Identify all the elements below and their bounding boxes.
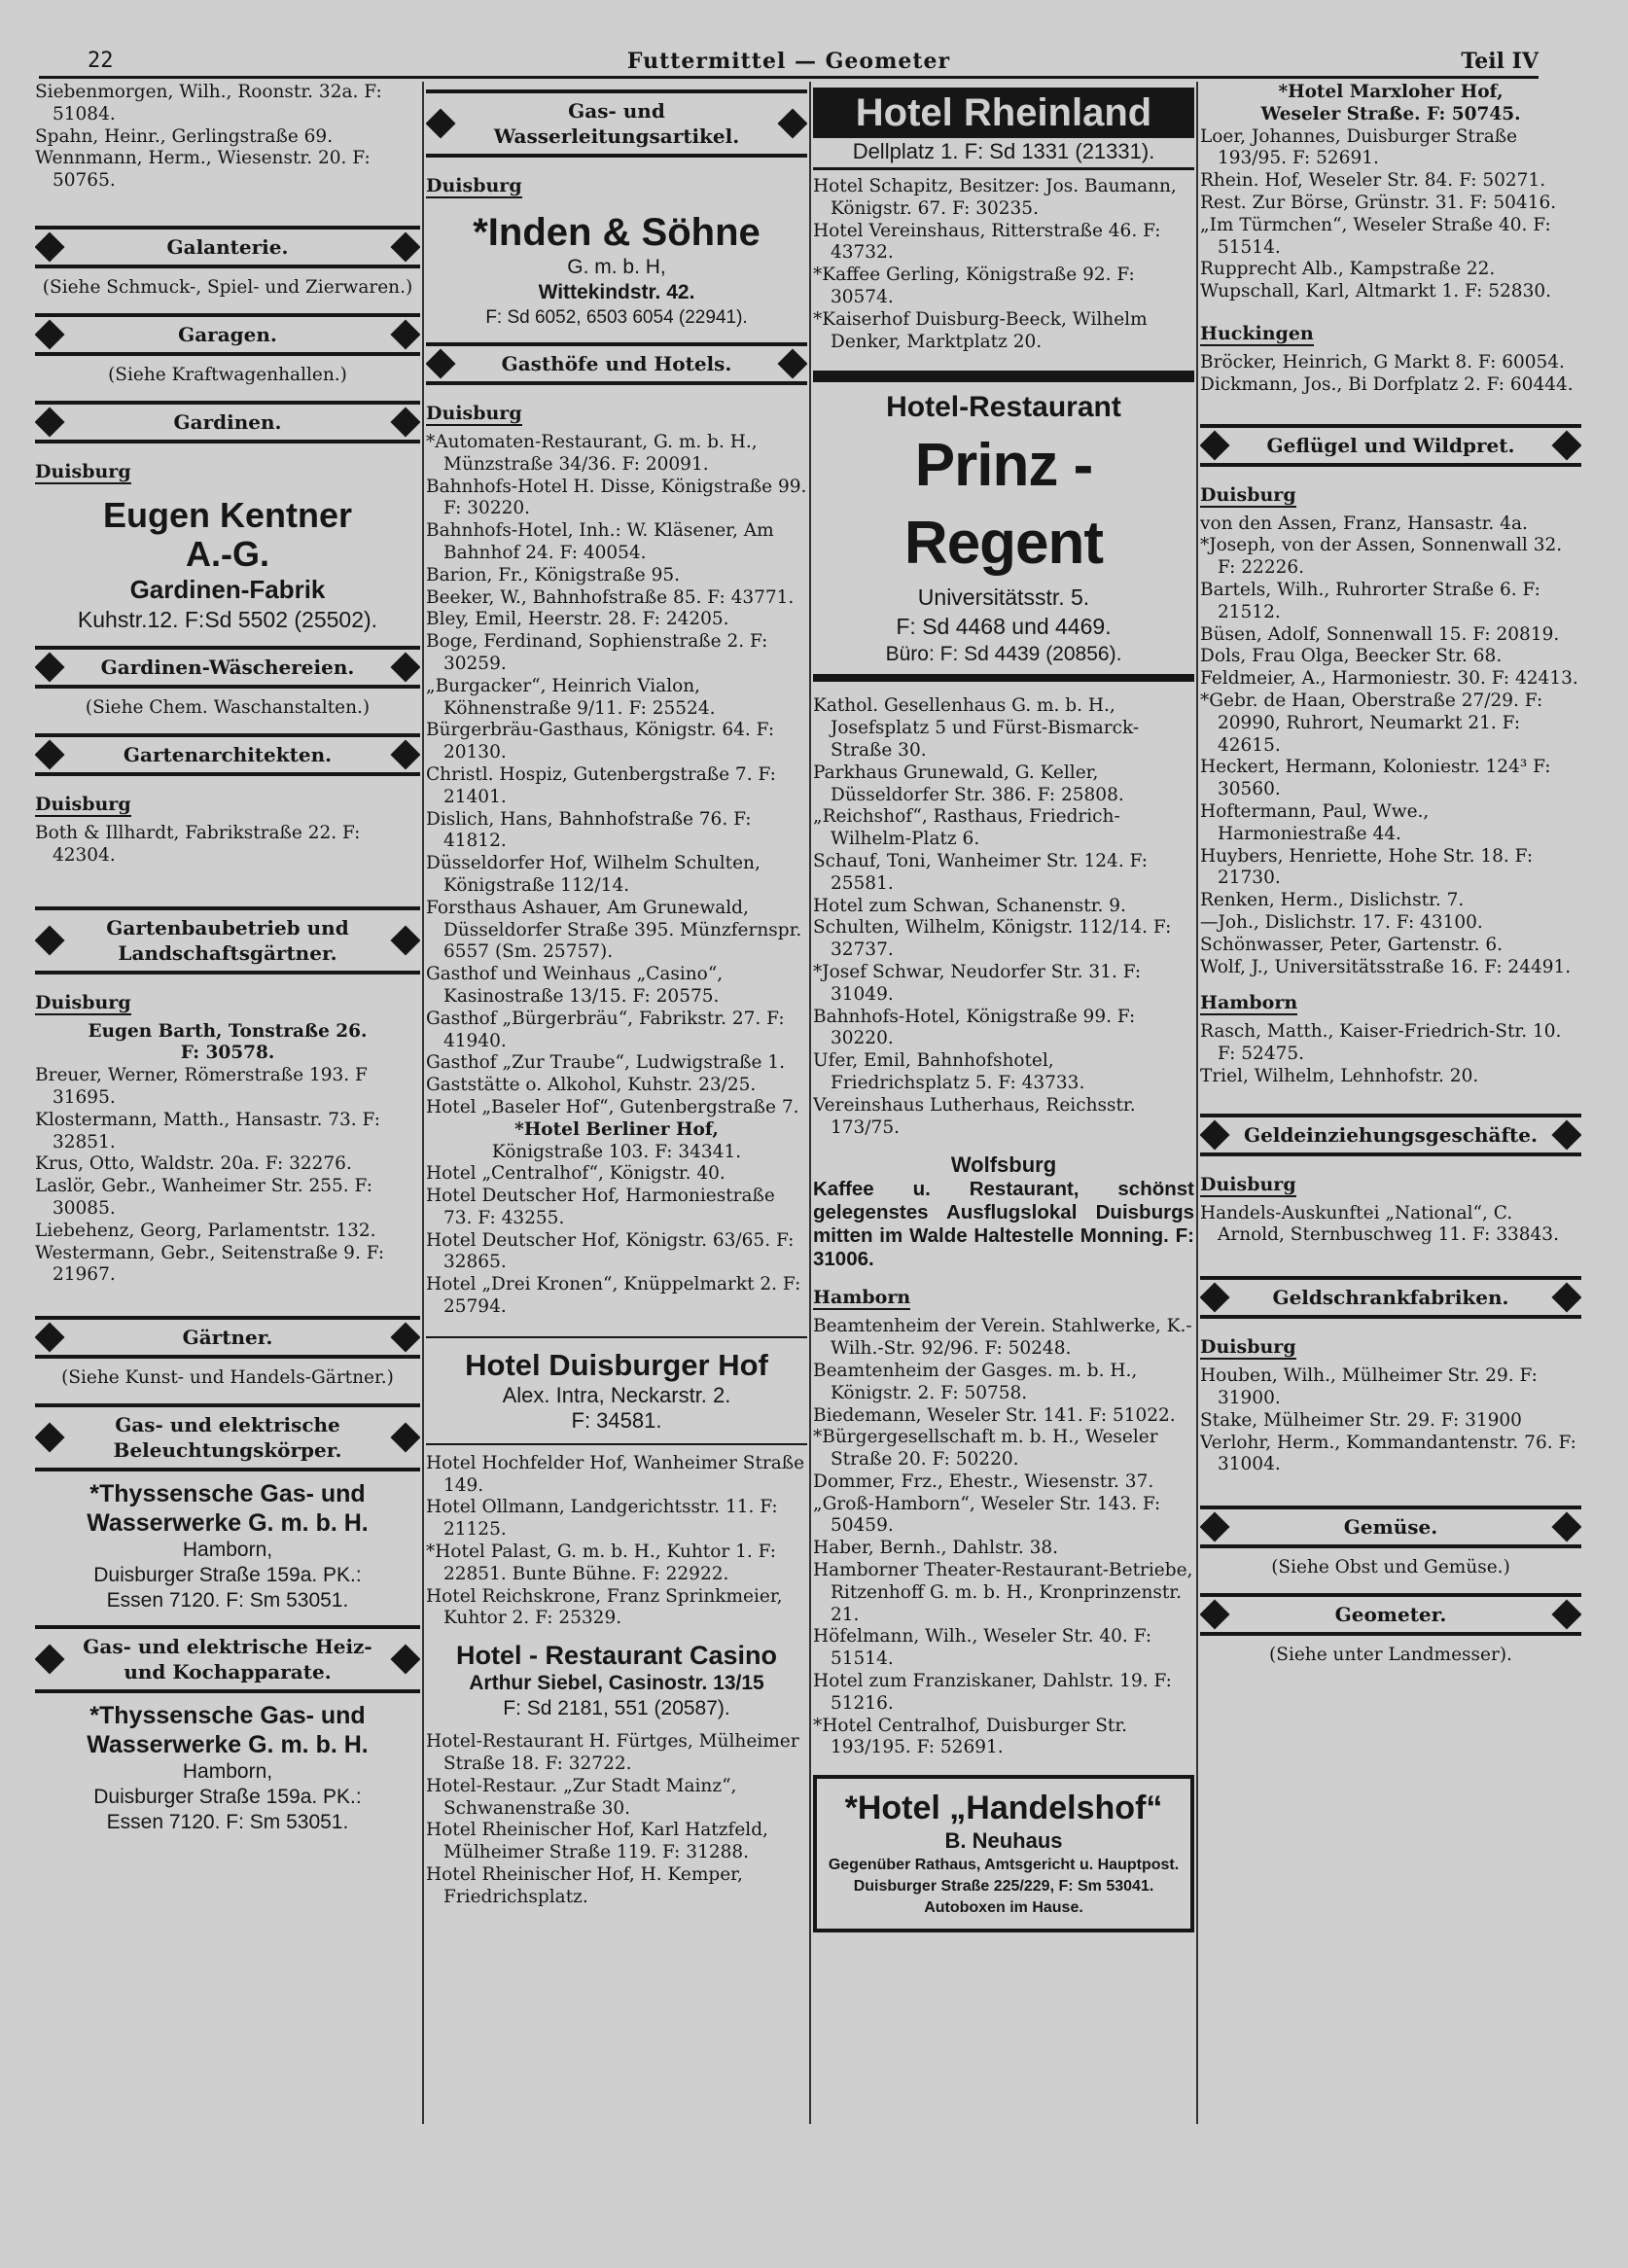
list-item: Gaststätte o. Alkohol, Kuhstr. 23/25. [426, 1075, 757, 1096]
city-heading: Duisburg [426, 403, 522, 424]
category-heading: Gasthöfe und Hotels. [426, 342, 807, 385]
ad-company-name: *Hotel „Handelshof“ [844, 1790, 1163, 1827]
advertisement-duisburger-hof [426, 1336, 807, 1445]
ad-address: Kuhstr.12. F:Sd 5502 (25502). [77, 606, 378, 632]
ad-company-name: Hotel Duisburger Hof [465, 1347, 768, 1382]
list-item: Stake, Mülheimer Str. 29. F: 31900 [1200, 1409, 1522, 1431]
category-heading: Geldeinziehungsgeschäfte. [1200, 1114, 1581, 1156]
list-item: Boge, Ferdinand, Sophienstraße 2. F: 30259. [426, 631, 768, 674]
ad-line: Hamborn, [182, 1760, 273, 1784]
list-item: Handels-Auskunftei „National“, C. Arnold, Sternbuschweg 11. F: 33843. [1200, 1202, 1559, 1246]
ad-line: F: Sd 2181, 551 (20587). [503, 1697, 730, 1720]
hotel-list [426, 432, 807, 1119]
list-item: Spahn, Heinr., Gerlingstraße 69. [35, 125, 334, 147]
cross-reference: (Siehe Kraftwagenhallen.) [108, 364, 347, 385]
list-item: Dols, Frau Olga, Beecker Str. 68. [1200, 646, 1503, 667]
ad-line: Duisburger Straße 159a. PK.: [93, 1786, 362, 1809]
column-3 [813, 82, 1194, 2241]
list-item: Laslör, Gebr., Wanheimer Str. 255. F: 30085. [35, 1176, 372, 1219]
list-item: Rest. Zur Börse, Grünstr. 31. F: 50416. [1200, 192, 1557, 213]
city-heading: Duisburg [35, 460, 131, 482]
category-heading: Geldschrankfabriken. [1200, 1276, 1581, 1319]
list-item: Höfelmann, Wilh., Weseler Str. 40. F: 51514. [813, 1626, 1152, 1670]
ad-company-form: A.-G. [186, 533, 269, 574]
ad-line: Wasserwerke G. m. b. H. [87, 1731, 369, 1759]
city-heading: Duisburg [1200, 483, 1296, 506]
list-item: *Hotel Centralhof, Duisburger Str. 193/195. F: 52691. [813, 1715, 1128, 1758]
list-item: Wennmann, Herm., Wiesenstr. 20. F: 50765. [35, 148, 371, 192]
ad-line: *Thyssensche Gas- und [89, 1480, 366, 1508]
list-item: Huybers, Henriette, Hohe Str. 18. F: 21730. [1200, 845, 1534, 889]
list-item: Liebehenz, Georg, Parlamentstr. 132. [35, 1220, 376, 1241]
list-item: Dommer, Frz., Ehestr., Wiesenstr. 37. [813, 1471, 1154, 1492]
list-item: „Im Türmchen“, Weseler Straße 40. F: 51514. [1200, 214, 1551, 258]
column-1 [35, 82, 420, 2241]
cross-reference: (Siehe Schmuck-, Spiel- und Zierwaren.) [42, 276, 413, 298]
list-item: Bahnhofs-Hotel, Königstraße 99. F: 30220. [813, 1006, 1136, 1049]
list-item: Beamtenheim der Gasges. m. b. H., Königstr. 2. F: 50758. [813, 1360, 1138, 1403]
ad-line: Universitätsstr. 5. [917, 585, 1090, 611]
list-item: Gasthof „Bürgerbräu“, Fabrikstr. 27. F: 41940. [426, 1008, 785, 1051]
city-heading: Duisburg [426, 175, 522, 196]
running-title: Futtermittel — Geometer [626, 49, 951, 74]
list-item: Renken, Herm., Dislichstr. 7. [1200, 890, 1465, 911]
list-item: Bley, Emil, Heerstr. 28. F: 24205. [426, 609, 729, 630]
list-item: Rasch, Matth., Kaiser-Friedrich-Str. 10. F: 52475. [1200, 1021, 1562, 1065]
list-item: Siebenmorgen, Wilh., Roonstr. 32a. F: 51084. [35, 82, 382, 124]
advertisement-handelshof [813, 1775, 1194, 1932]
list-item: Heckert, Hermann, Koloniestr. 124³ F: 30560. [1200, 757, 1551, 800]
list-item: *Hotel Palast, G. m. b. H., Kuhtor 1. F: 22851. Bunte Bühne. F: 22922. [426, 1542, 777, 1584]
city-heading: Duisburg [1200, 1173, 1296, 1195]
list-item: *Bürgergesellschaft m. b. H., Weseler Straße 20. F: 50220. [813, 1427, 1158, 1471]
list-item: Dickmann, Jos., Bi Dorfplatz 2. F: 60444. [1200, 373, 1574, 395]
list-item: Rupprecht Alb., Kampstraße 22. [1200, 259, 1496, 280]
category-heading: Gas- und Wasserleitungsartikel. [426, 89, 807, 158]
list-item: Bartels, Wilh., Ruhrorter Straße 6. F: 21512. [1200, 579, 1540, 622]
category-heading: Gardinen. [35, 401, 420, 443]
list-item: Hotel-Restaur. „Zur Stadt Mainz“, Schwanenstraße 30. [426, 1775, 737, 1819]
category-heading: Gärtner. [35, 1316, 420, 1359]
list-item: Haber, Bernh., Dahlstr. 38. [813, 1538, 1058, 1559]
city-heading: Huckingen [1200, 322, 1314, 344]
list-item: *Automaten-Restaurant, G. m. b. H., Münzstraße 34/36. F: 20091. [426, 432, 758, 475]
ad-line: B. Neuhaus [944, 1828, 1063, 1854]
list-item: Krus, Otto, Waldstr. 20a. F: 32276. [35, 1153, 352, 1175]
list-item: „Reichshof“, Rasthaus, Friedrich-Wilhelm-Platz 6. [813, 806, 1120, 850]
cross-reference: (Siehe Kunst- und Handels-Gärtner.) [61, 1367, 394, 1389]
ad-line: Essen 7120. F: Sm 53051. [106, 1811, 349, 1834]
list-item: Rhein. Hof, Weseler Str. 84. F: 50271. [1200, 170, 1546, 192]
advertisement-casino [426, 1640, 807, 1721]
list-item: Triel, Wilhelm, Lehnhofstr. 20. [1200, 1065, 1479, 1086]
ad-line: F: 34581. [571, 1407, 662, 1433]
list-item: Hotel Rheinischer Hof, H. Kemper, Friedrichsplatz. [426, 1864, 743, 1907]
list-item: Hotel Vereinshaus, Ritterstraße 46. F: 43732. [813, 220, 1161, 264]
advertisement-kentner [35, 496, 420, 634]
list-item: Düsseldorfer Hof, Wilhelm Schulten, Königstraße 112/14. [426, 853, 761, 896]
list-item: Klostermann, Matth., Hansastr. 73. F: 32851. [35, 1109, 380, 1152]
part-label: Teil IV [1461, 49, 1539, 74]
category-heading: Garagen. [35, 313, 420, 356]
ad-line: Hamborn, [182, 1539, 273, 1562]
ad-company-name: Prinz - Regent [903, 432, 1104, 578]
ad-line: Wittekindstr. 42. [538, 281, 695, 303]
column-2 [426, 82, 807, 2241]
ad-line: Dellplatz 1. F: Sd 1331 (21331). [813, 138, 1194, 170]
advertisement-prinz-regent [813, 388, 1194, 668]
list-item: Westermann, Gebr., Seitenstraße 9. F: 21967. [35, 1242, 385, 1286]
list-item: Hotel zum Schwan, Schanenstr. 9. [813, 895, 1126, 916]
city-heading: Duisburg [35, 793, 131, 815]
list-item: *Gebr. de Haan, Oberstraße 27/29. F: 20990, Ruhrort, Neumarkt 21. F: 42615. [1200, 690, 1543, 756]
list-item: Bahnhofs-Hotel, Inh.: W. Kläsener, Am Bahnhof 24. F: 40054. [426, 520, 774, 563]
ad-line: Alex. Intra, Neckarstr. 2. [502, 1382, 731, 1407]
ad-line: F: Sd 6052, 6503 6054 (22941). [485, 307, 748, 328]
list-item: Wupschall, Karl, Altmarkt 1. F: 52830. [1200, 281, 1551, 302]
ad-company-name: *Inden & Söhne [473, 211, 761, 254]
list-item: Wolf, J., Universitätsstraße 16. F: 24491. [1200, 956, 1572, 977]
list-item: Schauf, Toni, Wanheimer Str. 124. F: 25581. [813, 850, 1148, 894]
list-item: Bröcker, Heinrich, G Markt 8. F: 60054. [1200, 351, 1565, 372]
page-header [39, 49, 1539, 79]
list-item: Parkhaus Grunewald, G. Keller, Düsseldorfer Str. 386. F: 25808. [813, 762, 1124, 805]
list-item: Büsen, Adolf, Sonnenwall 15. F: 20819. [1200, 623, 1560, 645]
ad-company-name: Hotel Rheinland [813, 88, 1194, 138]
ad-line: F: Sd 4468 und 4469. [896, 614, 1112, 640]
ad-line: Kaffee u. Restaurant, schönst gelegenstes Ausflugslokal Duisburgs mitten im Walde Haltestelle Monning. F: 31006. [813, 1178, 1194, 1271]
ad-subtitle: Gardinen-Fabrik [129, 574, 326, 604]
advertisement-rheinland [813, 88, 1194, 170]
ad-rule [813, 674, 1194, 682]
advertisement-inden [426, 210, 807, 331]
list-item: Both & Illhardt, Fabrikstraße 22. F: 42304. [35, 822, 361, 866]
list-item: Ufer, Emil, Bahnhofshotel, Friedrichsplatz 5. F: 43733. [813, 1050, 1085, 1093]
list-item: Bürgerbräu-Gasthaus, Königstr. 64. F: 20130. [426, 720, 775, 763]
list-item: Feldmeier, A., Harmoniestr. 30. F: 42413. [1200, 668, 1578, 690]
ad-company-name: Eugen Kentner [102, 494, 353, 535]
category-heading: Gardinen-Wäschereien. [35, 646, 420, 689]
page-number: 22 [88, 49, 114, 73]
category-heading: Gartenbaubetrieb und Landschaftsgärtner. [35, 906, 420, 975]
list-item: von den Assen, Franz, Hansastr. 4a. [1200, 513, 1528, 534]
list-item: Gasthof „Zur Traube“, Ludwigstraße 1. [426, 1052, 786, 1074]
category-heading: Gas- und elektrische Beleuchtungskörper. [35, 1403, 420, 1471]
city-heading: Hamborn [1200, 992, 1298, 1014]
list-item: Verlohr, Herm., Kommandantenstr. 76. F: 31004. [1200, 1432, 1576, 1475]
featured-entry-address: Königstraße 103. F: 34341. [491, 1141, 742, 1162]
category-heading: Geflügel und Wildpret. [1200, 424, 1581, 467]
list-item: Hotel Rheinischer Hof, Karl Hatzfeld, Mülheimer Straße 119. F: 31288. [426, 1820, 768, 1863]
ad-line: Gegenüber Rathaus, Amtsgericht u. Hauptpost. Duisburger Straße 225/229, F: Sm 53041. Autoboxen im Hause. [828, 1857, 1180, 1917]
ad-line: Arthur Siebel, Casinostr. 13/15 [469, 1672, 764, 1695]
list-item: Hotel „Drei Kronen“, Knüppelmarkt 2. F: 25794. [426, 1274, 801, 1318]
ad-line: Wasserwerke G. m. b. H. [87, 1509, 369, 1538]
list-item: Schönwasser, Peter, Gartenstr. 6. [1200, 934, 1503, 955]
column-divider [1196, 82, 1198, 2124]
ad-line: *Thyssensche Gas- und [89, 1702, 366, 1730]
list-item: *Kaffee Gerling, Königstraße 92. F: 30574. [813, 265, 1135, 307]
list-item: Hotel „Baseler Hof“, Gutenbergstraße 7. [426, 1096, 799, 1117]
list-item: Hotel Schapitz, Besitzer: Jos. Baumann, Königstr. 67. F: 30235. [813, 176, 1177, 219]
category-heading: Gemüse. [1200, 1506, 1581, 1548]
list-item: Hamborner Theater-Restaurant-Betriebe, Ritzenhoff G. m. b. H., Kronprinzenstr. 21. [813, 1560, 1193, 1625]
list-item: Schulten, Wilhelm, Königstr. 112/14. F: 32737. [813, 917, 1172, 961]
category-heading: Galanterie. [35, 226, 420, 268]
ad-line: Hotel-Restaurant [886, 391, 1121, 424]
featured-entry: *Hotel Marxloher Hof, [1278, 82, 1504, 102]
list-item: Hotel „Centralhof“, Königstr. 40. [426, 1163, 726, 1185]
list-item: Houben, Wilh., Mülheimer Str. 29. F: 31900. [1200, 1365, 1538, 1409]
list-item: Biedemann, Weseler Str. 141. F: 51022. [813, 1404, 1176, 1426]
list-item: Barion, Fr., Königstraße 95. [426, 564, 681, 585]
ad-line: Duisburger Straße 159a. PK.: [93, 1564, 362, 1587]
list-item: —Joh., Dislichstr. 17. F: 43100. [1200, 911, 1483, 933]
cross-reference: (Siehe unter Landmesser). [1269, 1645, 1512, 1666]
ad-company-name: Wolfsburg [950, 1152, 1057, 1178]
list-item: Forsthaus Ashauer, Am Grunewald, Düsseldorfer Straße 395. Münzfernspr. 6557 (Sm. 25757). [426, 897, 802, 963]
list-item: Christl. Hospiz, Gutenbergstraße 7. F: 21401. [426, 763, 776, 807]
city-heading: Hamborn [813, 1287, 911, 1309]
list-item: „Groß-Hamborn“, Weseler Str. 143. F: 50459. [813, 1493, 1161, 1537]
cross-reference: (Siehe Chem. Waschanstalten.) [85, 696, 371, 718]
ad-line: G. m. b. H, [567, 256, 666, 278]
advertisement-wolfsburg [813, 1152, 1194, 1271]
list-item: *Kaiserhof Duisburg-Beeck, Wilhelm Denker, Marktplatz 20. [813, 308, 1148, 352]
city-heading: Duisburg [1200, 1336, 1296, 1359]
category-heading: Gartenarchitekten. [35, 733, 420, 776]
featured-entry: Eugen Barth, Tonstraße 26. [88, 1020, 368, 1042]
advertisement-thyssen [35, 1479, 420, 1613]
list-item: Beamtenheim der Verein. Stahlwerke, K.-Wilh.-Str. 92/96. F: 50248. [813, 1316, 1192, 1360]
ad-rule [813, 371, 1194, 382]
list-item: Bahnhofs-Hotel H. Disse, Königstraße 99. F: 30220. [426, 476, 807, 519]
list-item: Kathol. Gesellenhaus G. m. b. H., Josefsplatz 5 und Fürst-Bismarck-Straße 30. [813, 695, 1140, 761]
list-item: Loer, Johannes, Duisburger Straße 193/95. F: 52691. [1200, 125, 1518, 169]
list-item: Hotel Deutscher Hof, Harmoniestraße 73. F: 43255. [426, 1186, 775, 1228]
list-item: „Burgacker“, Heinrich Vialon, Köhnenstraße 9/11. F: 25524. [426, 675, 716, 719]
column-divider [422, 82, 424, 2124]
list-item: Dislich, Hans, Bahnhofstraße 76. F: 41812. [426, 808, 752, 852]
list-item: Hotel Hochfelder Hof, Wanheimer Straße 149. [426, 1452, 805, 1496]
list-item: Beeker, W., Bahnhofstraße 85. F: 43771. [426, 586, 795, 608]
list-item: Hotel Reichskrone, Franz Sprinkmeier, Kuhtor 2. F: 25329. [426, 1585, 783, 1629]
cross-reference: (Siehe Obst und Gemüse.) [1271, 1557, 1510, 1578]
featured-entry-address: Weseler Straße. F: 50745. [1260, 103, 1521, 124]
ad-line: Büro: F: Sd 4439 (20856). [885, 643, 1122, 666]
featured-entry-phone: F: 30578. [180, 1043, 275, 1064]
category-heading: Gas- und elektrische Heiz- und Kochapparate. [35, 1625, 420, 1693]
list-item: Hoftermann, Paul, Wwe., Harmoniestraße 44. [1200, 800, 1430, 844]
category-heading: Geometer. [1200, 1593, 1581, 1636]
advertisement-thyssen [35, 1701, 420, 1835]
list-item: Breuer, Werner, Römerstraße 193. F 31695. [35, 1065, 368, 1108]
list-item: Vereinshaus Lutherhaus, Reichsstr. 173/75. [813, 1094, 1136, 1138]
list-item: *Joseph, von der Assen, Sonnenwall 32. F: 22226. [1200, 535, 1563, 579]
ad-line: Essen 7120. F: Sm 53051. [106, 1589, 349, 1612]
featured-entry: *Hotel Berliner Hof, [514, 1118, 719, 1140]
list-item: *Josef Schwar, Neudorfer Str. 31. F: 31049. [813, 961, 1142, 1005]
list-item: Gasthof und Weinhaus „Casino“, Kasinostraße 13/15. F: 20575. [426, 964, 724, 1007]
column-divider [809, 82, 811, 2124]
column-4 [1200, 82, 1581, 2241]
city-heading: Duisburg [35, 991, 131, 1013]
list-item: Hotel Ollmann, Landgerichtsstr. 11. F: 21125. [426, 1497, 778, 1541]
ad-company-name: Hotel - Restaurant Casino [455, 1641, 778, 1671]
list-item: Hotel-Restaurant H. Fürtges, Mülheimer Straße 18. F: 32722. [426, 1731, 799, 1775]
list-item: Hotel Deutscher Hof, Königstr. 63/65. F: 32865. [426, 1229, 795, 1273]
list-item: Hotel zum Franziskaner, Dahlstr. 19. F: 51216. [813, 1671, 1172, 1714]
